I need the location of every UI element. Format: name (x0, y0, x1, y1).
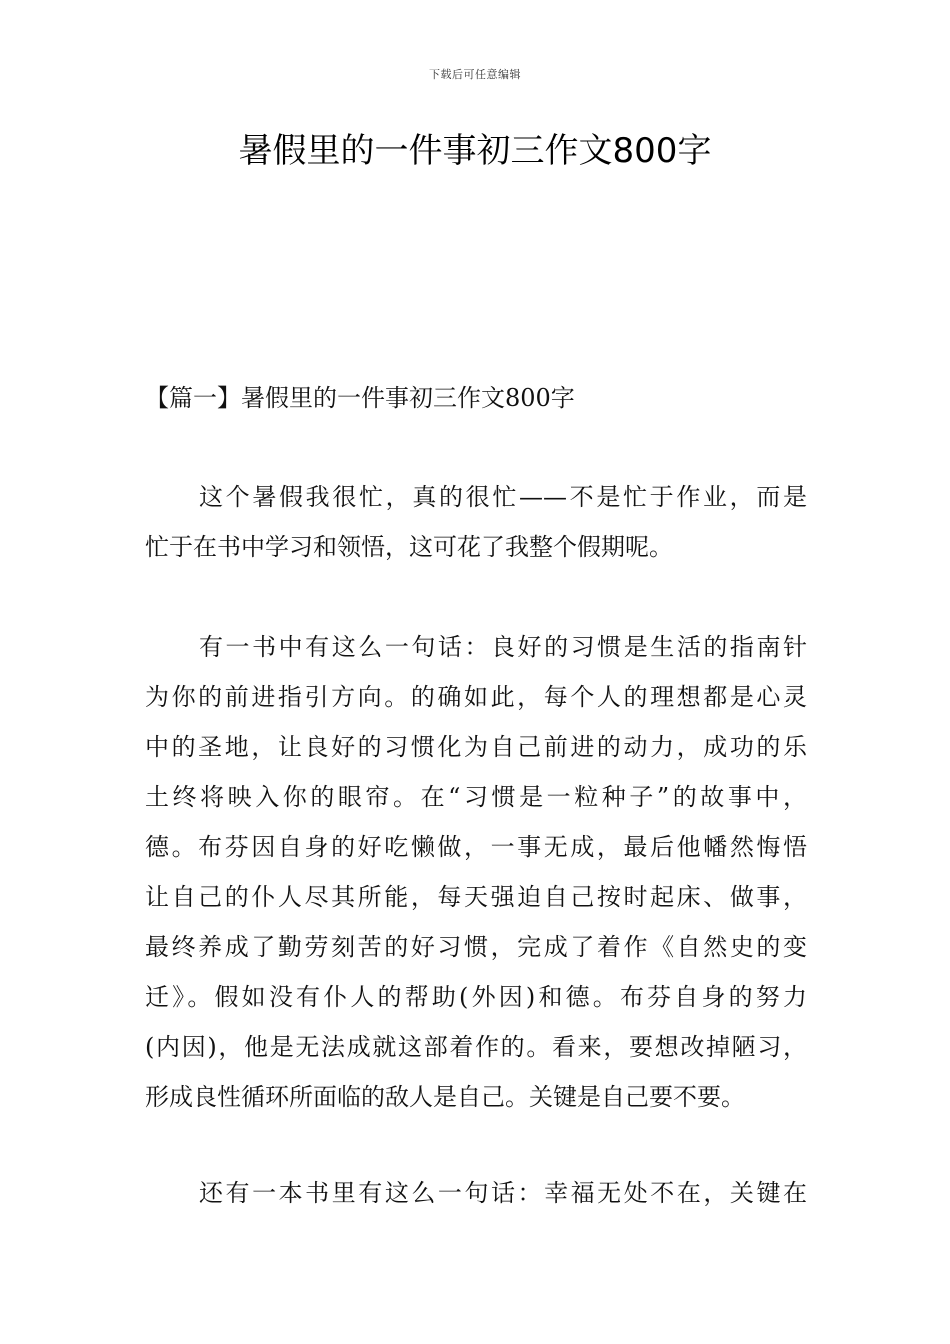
paragraph-line: 土终将映入你的眼帘。在“习惯是一粒种子”的故事中， (145, 783, 807, 811)
header-note: 下载后可任意编辑 (429, 68, 521, 81)
paragraph-line: 有一书中有这么一句话：良好的习惯是生活的指南针 (199, 633, 807, 661)
paragraph-2 (145, 622, 807, 1122)
paragraph-line: 形成良性循环所面临的敌人是自己。关键是自己要不要。 (145, 1083, 745, 1111)
paragraph-line: 为你的前进指引方向。的确如此，每个人的理想都是心灵 (145, 683, 807, 711)
paragraph-line: 迁》。假如没有仆人的帮助(外因)和德。布芬自身的努力 (145, 983, 807, 1011)
document-title: 暑假里的一件事初三作文800字 (238, 131, 712, 171)
paragraph-line: 还有一本书里有这么一句话：幸福无处不在，关键在 (199, 1179, 807, 1207)
paragraph-line: (内因)，他是无法成就这部着作的。看来，要想改掉陋习， (145, 1033, 807, 1061)
paragraph-line: 让自己的仆人尽其所能，每天强迫自己按时起床、做事， (145, 883, 807, 911)
section-heading: 【篇一】暑假里的一件事初三作文800字 (145, 384, 575, 412)
paragraph-line: 最终养成了勤劳刻苦的好习惯，完成了着作《自然史的变 (145, 933, 807, 961)
paragraph-line: 这个暑假我很忙，真的很忙——不是忙于作业，而是 (199, 483, 807, 511)
paragraph-line: 忙于在书中学习和领悟，这可花了我整个假期呢。 (145, 533, 673, 561)
paragraph-3 (145, 1168, 807, 1218)
paragraph-line: 中的圣地，让良好的习惯化为自己前进的动力，成功的乐 (145, 733, 807, 761)
paragraph-line: 德。布芬因自身的好吃懒做，一事无成，最后他幡然悔悟 (145, 833, 807, 861)
paragraph-1 (145, 472, 807, 572)
